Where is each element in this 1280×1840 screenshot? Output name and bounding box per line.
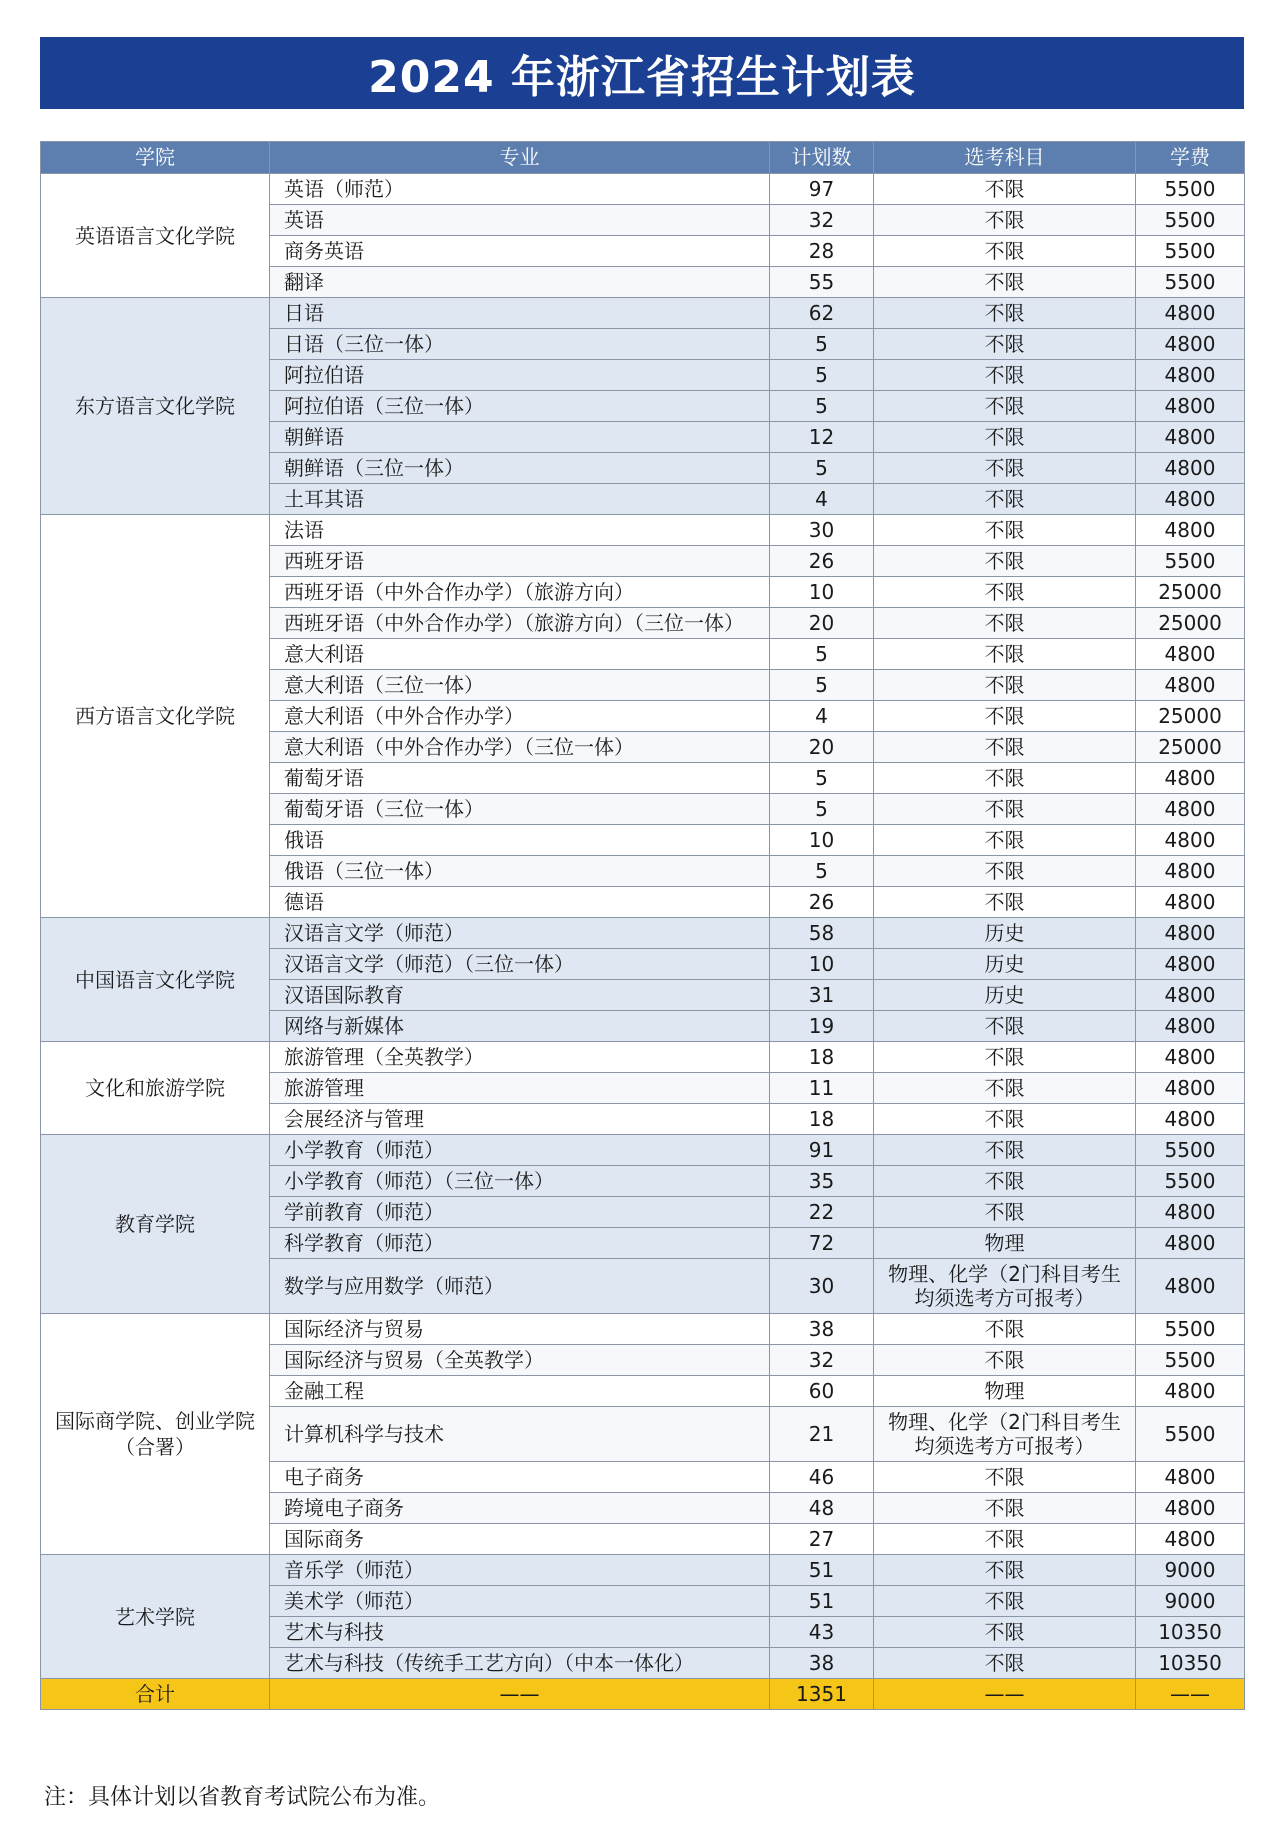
major-cell: 翻译 [270,267,770,298]
major-cell: 法语 [270,515,770,546]
total-plan: 1351 [770,1679,874,1710]
footnote: 注：具体计划以省教育考试院公布为准。 [44,1785,441,1810]
fee-cell: 5500 [1136,1407,1245,1462]
plan-count-cell: 58 [770,918,874,949]
fee-cell: 4800 [1136,1073,1245,1104]
plan-count-cell: 5 [770,391,874,422]
college-cell: 艺术学院 [41,1555,270,1679]
college-cell: 东方语言文化学院 [41,298,270,515]
plan-count-cell: 46 [770,1462,874,1493]
subject-cell: 物理 [874,1228,1136,1259]
plan-count-cell: 48 [770,1493,874,1524]
fee-cell: 25000 [1136,577,1245,608]
plan-count-cell: 5 [770,670,874,701]
major-cell: 艺术与科技 [270,1617,770,1648]
subject-cell: 不限 [874,391,1136,422]
fee-cell: 4800 [1136,1462,1245,1493]
major-cell: 意大利语 [270,639,770,670]
fee-cell: 4800 [1136,856,1245,887]
subject-cell: 不限 [874,484,1136,515]
major-cell: 汉语国际教育 [270,980,770,1011]
plan-count-cell: 35 [770,1166,874,1197]
subject-cell: 不限 [874,825,1136,856]
fee-cell: 4800 [1136,949,1245,980]
major-cell: 日语 [270,298,770,329]
major-cell: 旅游管理（全英教学） [270,1042,770,1073]
major-cell: 英语 [270,205,770,236]
subject-cell: 不限 [874,1617,1136,1648]
major-cell: 俄语 [270,825,770,856]
fee-cell: 4800 [1136,794,1245,825]
college-cell: 中国语言文化学院 [41,918,270,1042]
plan-count-cell: 5 [770,763,874,794]
subject-cell: 物理、化学（2门科目考生均须选考方可报考） [874,1407,1136,1462]
table-row [41,515,1245,546]
major-cell: 德语 [270,887,770,918]
subject-cell: 不限 [874,174,1136,205]
major-cell: 学前教育（师范） [270,1197,770,1228]
major-cell: 日语（三位一体） [270,329,770,360]
subject-cell: 不限 [874,701,1136,732]
table-row [41,1314,1245,1345]
enrollment-plan-table [40,141,1245,1710]
fee-cell: 4800 [1136,980,1245,1011]
plan-count-cell: 5 [770,329,874,360]
major-cell: 计算机科学与技术 [270,1407,770,1462]
plan-count-cell: 31 [770,980,874,1011]
plan-count-cell: 18 [770,1104,874,1135]
subject-cell: 物理、化学（2门科目考生均须选考方可报考） [874,1259,1136,1314]
subject-cell: 不限 [874,608,1136,639]
table-header-row [41,142,1245,174]
plan-count-cell: 27 [770,1524,874,1555]
major-cell: 汉语言文学（师范）（三位一体） [270,949,770,980]
subject-cell: 不限 [874,422,1136,453]
plan-count-cell: 5 [770,453,874,484]
plan-count-cell: 38 [770,1314,874,1345]
major-cell: 国际经济与贸易（全英教学） [270,1345,770,1376]
plan-count-cell: 26 [770,546,874,577]
subject-cell: 不限 [874,763,1136,794]
subject-cell: 不限 [874,1042,1136,1073]
fee-cell: 25000 [1136,701,1245,732]
major-cell: 网络与新媒体 [270,1011,770,1042]
fee-cell: 9000 [1136,1555,1245,1586]
subject-cell: 不限 [874,329,1136,360]
subject-cell: 不限 [874,1197,1136,1228]
major-cell: 会展经济与管理 [270,1104,770,1135]
fee-cell: 4800 [1136,1376,1245,1407]
major-cell: 美术学（师范） [270,1586,770,1617]
plan-count-cell: 60 [770,1376,874,1407]
plan-count-cell: 10 [770,577,874,608]
plan-count-cell: 12 [770,422,874,453]
header-college: 学院 [41,142,270,174]
subject-cell: 不限 [874,639,1136,670]
major-cell: 英语（师范） [270,174,770,205]
table-row [41,1042,1245,1073]
major-cell: 数学与应用数学（师范） [270,1259,770,1314]
table-row [41,298,1245,329]
subject-cell: 不限 [874,887,1136,918]
fee-cell: 4800 [1136,1493,1245,1524]
fee-cell: 4800 [1136,1011,1245,1042]
major-cell: 国际商务 [270,1524,770,1555]
table-row [41,174,1245,205]
major-cell: 电子商务 [270,1462,770,1493]
plan-count-cell: 5 [770,856,874,887]
subject-cell: 历史 [874,980,1136,1011]
header-major: 专业 [270,142,770,174]
plan-count-cell: 21 [770,1407,874,1462]
table-row [41,1555,1245,1586]
header-subject: 选考科目 [874,142,1136,174]
subject-cell: 不限 [874,670,1136,701]
major-cell: 阿拉伯语 [270,360,770,391]
major-cell: 葡萄牙语（三位一体） [270,794,770,825]
plan-count-cell: 51 [770,1586,874,1617]
total-fee: —— [1136,1679,1245,1710]
subject-cell: 不限 [874,1555,1136,1586]
subject-cell: 不限 [874,453,1136,484]
subject-cell: 不限 [874,577,1136,608]
fee-cell: 5500 [1136,1166,1245,1197]
fee-cell: 4800 [1136,298,1245,329]
subject-cell: 不限 [874,1314,1136,1345]
subject-cell: 不限 [874,1493,1136,1524]
table-body [41,174,1245,1679]
subject-cell: 不限 [874,1462,1136,1493]
major-cell: 旅游管理 [270,1073,770,1104]
fee-cell: 4800 [1136,391,1245,422]
major-cell: 国际经济与贸易 [270,1314,770,1345]
major-cell: 音乐学（师范） [270,1555,770,1586]
fee-cell: 4800 [1136,360,1245,391]
plan-count-cell: 32 [770,205,874,236]
plan-count-cell: 22 [770,1197,874,1228]
college-cell: 西方语言文化学院 [41,515,270,918]
subject-cell: 不限 [874,794,1136,825]
fee-cell: 5500 [1136,1314,1245,1345]
table-row [41,918,1245,949]
fee-cell: 4800 [1136,422,1245,453]
plan-count-cell: 10 [770,949,874,980]
table-row [41,1135,1245,1166]
fee-cell: 4800 [1136,1104,1245,1135]
fee-cell: 4800 [1136,825,1245,856]
subject-cell: 不限 [874,267,1136,298]
subject-cell: 不限 [874,732,1136,763]
major-cell: 葡萄牙语 [270,763,770,794]
subject-cell: 不限 [874,1166,1136,1197]
plan-count-cell: 5 [770,794,874,825]
plan-count-cell: 18 [770,1042,874,1073]
subject-cell: 不限 [874,1648,1136,1679]
fee-cell: 25000 [1136,608,1245,639]
plan-count-cell: 32 [770,1345,874,1376]
subject-cell: 不限 [874,1524,1136,1555]
fee-cell: 5500 [1136,1135,1245,1166]
major-cell: 艺术与科技（传统手工艺方向）（中本一体化） [270,1648,770,1679]
fee-cell: 4800 [1136,1197,1245,1228]
college-cell: 英语语言文化学院 [41,174,270,298]
fee-cell: 5500 [1136,1345,1245,1376]
major-cell: 意大利语（三位一体） [270,670,770,701]
subject-cell: 历史 [874,918,1136,949]
plan-count-cell: 4 [770,484,874,515]
subject-cell: 不限 [874,856,1136,887]
major-cell: 小学教育（师范）（三位一体） [270,1166,770,1197]
plan-count-cell: 5 [770,360,874,391]
major-cell: 朝鲜语（三位一体） [270,453,770,484]
plan-count-cell: 38 [770,1648,874,1679]
subject-cell: 不限 [874,360,1136,391]
major-cell: 商务英语 [270,236,770,267]
plan-count-cell: 19 [770,1011,874,1042]
header-plan-count: 计划数 [770,142,874,174]
total-row [41,1679,1245,1710]
plan-count-cell: 30 [770,515,874,546]
subject-cell: 不限 [874,1104,1136,1135]
plan-count-cell: 91 [770,1135,874,1166]
plan-count-cell: 26 [770,887,874,918]
major-cell: 朝鲜语 [270,422,770,453]
fee-cell: 5500 [1136,205,1245,236]
fee-cell: 4800 [1136,1259,1245,1314]
fee-cell: 25000 [1136,732,1245,763]
plan-count-cell: 62 [770,298,874,329]
fee-cell: 5500 [1136,174,1245,205]
major-cell: 科学教育（师范） [270,1228,770,1259]
subject-cell: 不限 [874,205,1136,236]
major-cell: 西班牙语（中外合作办学）（旅游方向） [270,577,770,608]
plan-count-cell: 5 [770,639,874,670]
plan-count-cell: 43 [770,1617,874,1648]
fee-cell: 4800 [1136,670,1245,701]
plan-count-cell: 20 [770,732,874,763]
plan-count-cell: 72 [770,1228,874,1259]
fee-cell: 4800 [1136,918,1245,949]
header-fee: 学费 [1136,142,1245,174]
subject-cell: 不限 [874,1345,1136,1376]
fee-cell: 5500 [1136,546,1245,577]
college-cell: 文化和旅游学院 [41,1042,270,1135]
plan-count-cell: 4 [770,701,874,732]
plan-count-cell: 10 [770,825,874,856]
fee-cell: 4800 [1136,639,1245,670]
major-cell: 意大利语（中外合作办学） [270,701,770,732]
subject-cell: 历史 [874,949,1136,980]
major-cell: 阿拉伯语（三位一体） [270,391,770,422]
plan-count-cell: 28 [770,236,874,267]
fee-cell: 4800 [1136,329,1245,360]
fee-cell: 10350 [1136,1648,1245,1679]
plan-count-cell: 51 [770,1555,874,1586]
subject-cell: 物理 [874,1376,1136,1407]
fee-cell: 4800 [1136,763,1245,794]
major-cell: 意大利语（中外合作办学）（三位一体） [270,732,770,763]
plan-count-cell: 20 [770,608,874,639]
major-cell: 西班牙语 [270,546,770,577]
major-cell: 西班牙语（中外合作办学）（旅游方向）（三位一体） [270,608,770,639]
total-subject: —— [874,1679,1136,1710]
subject-cell: 不限 [874,1073,1136,1104]
subject-cell: 不限 [874,546,1136,577]
subject-cell: 不限 [874,515,1136,546]
fee-cell: 4800 [1136,484,1245,515]
total-label: 合计 [41,1679,270,1710]
subject-cell: 不限 [874,298,1136,329]
fee-cell: 4800 [1136,887,1245,918]
fee-cell: 5500 [1136,236,1245,267]
total-major: —— [270,1679,770,1710]
major-cell: 金融工程 [270,1376,770,1407]
major-cell: 汉语言文学（师范） [270,918,770,949]
subject-cell: 不限 [874,236,1136,267]
fee-cell: 4800 [1136,1228,1245,1259]
major-cell: 土耳其语 [270,484,770,515]
fee-cell: 9000 [1136,1586,1245,1617]
plan-count-cell: 97 [770,174,874,205]
plan-count-cell: 11 [770,1073,874,1104]
subject-cell: 不限 [874,1586,1136,1617]
major-cell: 小学教育（师范） [270,1135,770,1166]
page-title: 2024 年浙江省招生计划表 [40,37,1244,109]
subject-cell: 不限 [874,1135,1136,1166]
subject-cell: 不限 [874,1011,1136,1042]
fee-cell: 10350 [1136,1617,1245,1648]
fee-cell: 4800 [1136,1042,1245,1073]
fee-cell: 4800 [1136,453,1245,484]
college-cell: 国际商学院、创业学院（合署） [41,1314,270,1555]
fee-cell: 5500 [1136,267,1245,298]
major-cell: 跨境电子商务 [270,1493,770,1524]
plan-count-cell: 55 [770,267,874,298]
fee-cell: 4800 [1136,515,1245,546]
college-cell: 教育学院 [41,1135,270,1314]
fee-cell: 4800 [1136,1524,1245,1555]
plan-count-cell: 30 [770,1259,874,1314]
major-cell: 俄语（三位一体） [270,856,770,887]
